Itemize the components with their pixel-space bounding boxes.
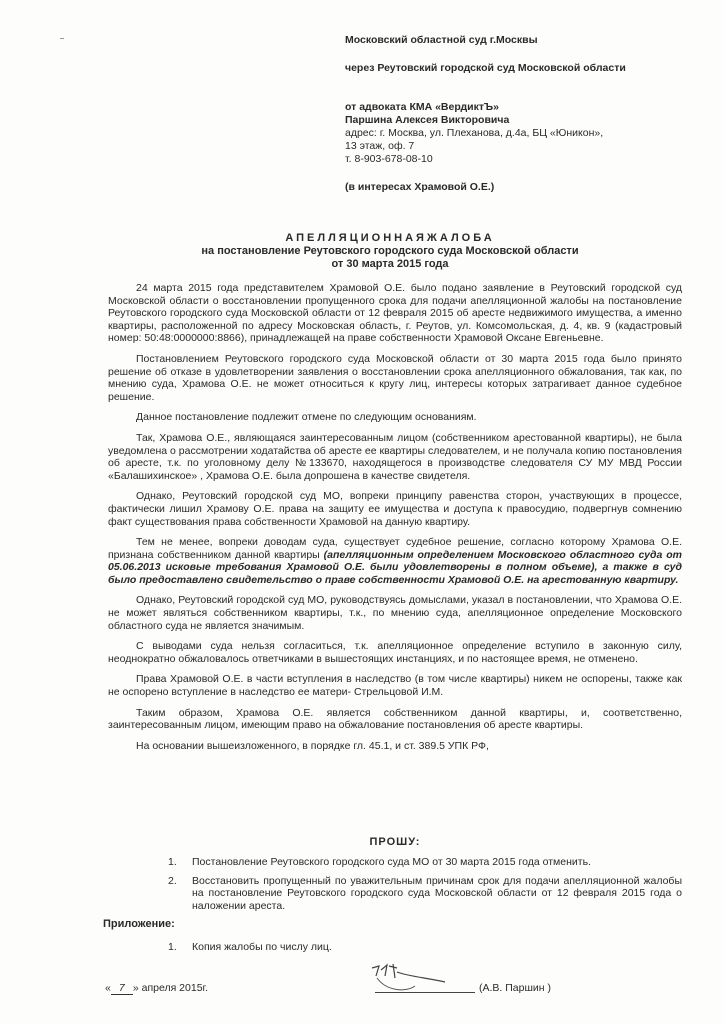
date-rest: » апреля 2015г.: [132, 982, 209, 994]
sender-line2: Паршина Алексея Викторовича: [345, 114, 510, 126]
list-item-number: 1.: [168, 941, 177, 953]
scan-mark: [60, 38, 64, 39]
title-line3: от 30 марта 2015 года: [331, 258, 449, 270]
paragraph-10: Таким образом, Храмова О.Е. является собственником данной квартиры, и, соответственно, заинтересованным лицом, имеющим право на обжалование постановления об аресте квартиры.: [108, 706, 682, 732]
list-item-number: 2.: [168, 874, 177, 887]
appendix-heading: Приложение:: [103, 918, 175, 930]
list-item-text: Восстановить пропущенный по уважительным причинам срок для подачи апелляционной жалобы на постановление Реутовского городского суда Московской области от 12 февраля 2015 года о наложении ареста.: [192, 874, 682, 912]
signature-row: [105, 982, 575, 995]
interests-text: (в интересах Храмовой О.Е.): [345, 181, 495, 193]
paragraph-5: Однако, Реутовский городской суд МО, вопреки принципу равенства сторон, участвующих в процессе, фактически лишил Храмову О.Е. права на защиту ее имущества и доступа к правосудию, подвергнув сомнению факт существования права собственности Храмовой на данную квартиру.: [108, 490, 682, 528]
list-item: [168, 875, 682, 913]
recipient-via-text: через Реутовский городской суд Московской области: [345, 62, 626, 74]
signature-scribble: [367, 962, 447, 1002]
list-item-text: Постановление Реутовского городского суда МО от 30 марта 2015 года отменить.: [192, 856, 591, 868]
paragraph-7: Однако, Реутовский городской суд МО, руководствуясь домыслами, указал в постановлении, что Храмова О.Е. не может являться собственником квартиры, т.к., по мнению суда, апелляционное определение Московского областного суда не является значимым.: [108, 594, 682, 632]
signature-line: [375, 992, 475, 993]
appendix-list: [168, 941, 682, 960]
date-open: «: [105, 982, 111, 994]
sender-line1: от адвоката КМА «ВердиктЪ»: [345, 101, 499, 113]
paragraph-6-emphasis: (апелляционным определением Московского областного суда от 05.06.2013 исковые требования Храмовой О.Е. были удовлетворены в полном объеме), а также в суд было предоставлено свидетельство о праве собственности Храмовой О.Е. на арестованную квартиру.: [108, 548, 682, 586]
paragraph-4: Так, Храмова О.Е., являющаяся заинтересованным лицом (собственником арестованной квартиры), не была уведомлена о рассмотрении ходатайства об аресте ее квартиры следователем, и не получала копию постановления об аресте, т.к. по уголовному делу №133670, находящегося в производстве следователя СУ МУ МВД России «Балашихинское» , Храмова О.Е. была допрошена в качестве свидетеля.: [108, 431, 682, 482]
date-day: 7: [111, 982, 133, 995]
interests-line: [345, 181, 675, 194]
list-item: [168, 856, 682, 869]
paragraph-8: С выводами суда нельзя согласиться, т.к. апелляционное определение вступило в законную силу, неоднократно обжаловалось ответчиками в вышестоящих инстанциях, и по настоящее время, не отменено.: [108, 640, 682, 665]
document-title: [120, 232, 660, 271]
list-item-number: 1.: [168, 856, 177, 868]
sender-address: адрес: г. Москва, ул. Плеханова, д.4а, БЦ «Юникон», 13 этаж, оф. 7: [345, 127, 604, 152]
sender-block: [345, 101, 675, 166]
title-line1: АПЕЛЛЯЦИОННАЯЖАЛОБА: [285, 232, 495, 244]
paragraph-6: [108, 536, 682, 586]
signer-name: (А.В. Паршин ): [479, 982, 551, 994]
paragraph-1: 24 марта 2015 года представителем Храмовой О.Е. было подано заявление в Реутовский городской суд Московской области о восстановлении пропущенного срока для подачи апелляционной жалобы на постановление Реутовского городского суда Московской области от 12 февраля 2015 об аресте недвижимого имущества, а именно квартиры, расположенной по адресу Московская область, г. Реутов, ул. Комсомольская, д. 4, кв. 9 (кадастровый номер: 50:48:0000000:8866), принадлежащей на праве собственности Храмовой Оксане Евгеньевне.: [108, 282, 682, 345]
request-list: [168, 856, 682, 918]
list-item: [168, 941, 682, 954]
sender-phone: т. 8-903-678-08-10: [345, 153, 433, 165]
paragraph-11: На основании вышеизложенного, в порядке гл. 45.1, и ст. 389.5 УПК РФ,: [136, 739, 489, 752]
paragraph-6-plain: Тем не менее, вопреки доводам суда, существует судебное решение, согласно которому Храмова О.Е. признана собственником данной квартиры: [108, 536, 682, 561]
recipient-court: [345, 34, 675, 47]
request-heading: ПРОШУ:: [369, 836, 421, 848]
paragraph-2: Постановлением Реутовского городского суда Московской области от 30 марта 2015 года было принято решение об отказе в удовлетворении заявления о восстановлении срока апелляционного обжалования, так как, по мнению суда, Храмова О.Е. не может относиться к кругу лиц, интересы которых затрагивает данное судебное решение.: [108, 352, 682, 403]
paragraph-9: Права Храмовой О.Е. в части вступления в наследство (в том числе квартиры) никем не оспорены, также как не оспорено вступление в наследство ее матери- Стрельцовой И.М.: [108, 673, 682, 699]
document-body: [108, 282, 682, 760]
title-line2: на постановление Реутовского городского суда Московской области: [201, 245, 579, 257]
paragraph-3: Данное постановление подлежит отмене по следующим основаниям.: [136, 411, 477, 424]
recipient-via: [345, 62, 675, 75]
recipient-court-text: Московский областной суд г.Москвы: [345, 34, 538, 46]
list-item-text: Копия жалобы по числу лиц.: [192, 941, 332, 953]
